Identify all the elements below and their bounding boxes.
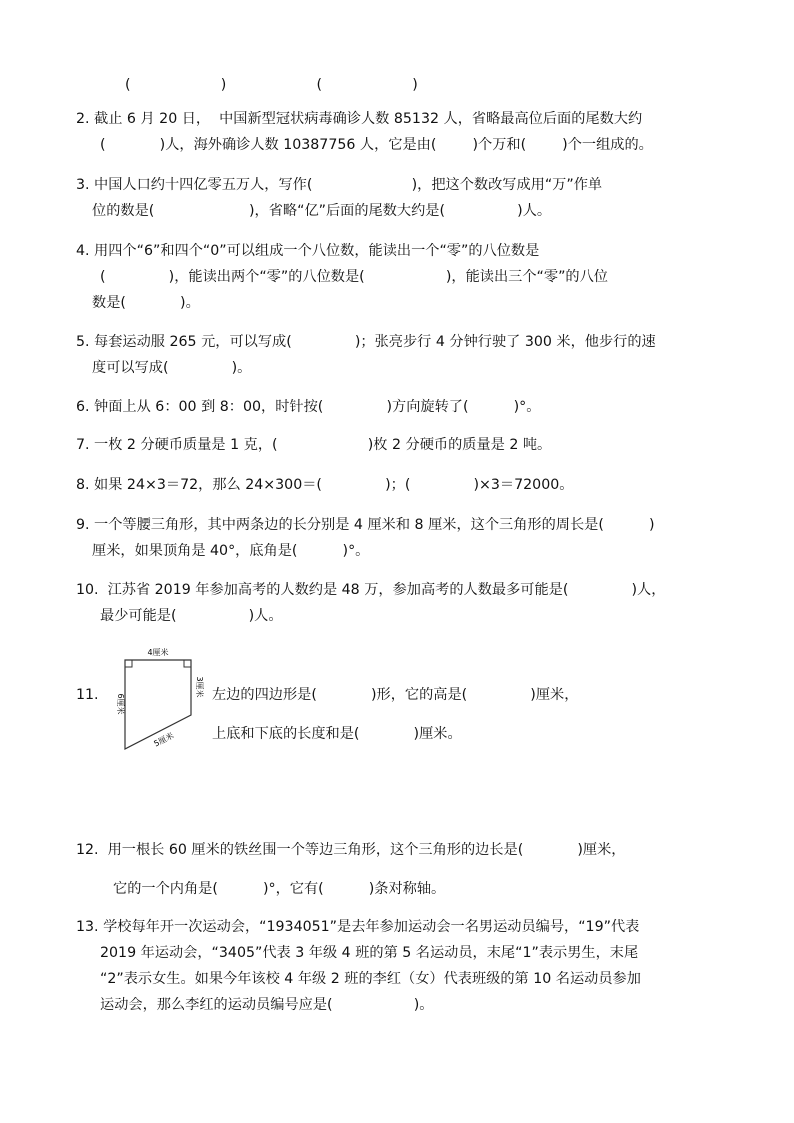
q2-line-2: ( )人，海外确诊人数 10387756 人，它是由( )个万和( )个一组成的。: [100, 137, 653, 153]
q6-line: 6. 钟面上从 6：00 到 8：00，时针按( )方向旋转了( )°。: [76, 399, 541, 415]
right-angle-mark-right: [184, 660, 191, 667]
quadrilateral-shape: [125, 660, 191, 749]
q11-number: 11.: [76, 687, 99, 703]
q13-line-4: 运动会，那么李红的运动员编号应是( )。: [100, 997, 434, 1013]
q11-quadrilateral-figure: [105, 643, 215, 758]
label-slant: 5厘米: [152, 730, 176, 749]
q11-line-2: 上底和下底的长度和是( )厘米。: [212, 726, 462, 742]
q11-line-1: 左边的四边形是( )形，它的高是( )厘米，: [212, 687, 579, 703]
q13-line-2: 2019 年运动会，“3405”代表 3 年级 4 班的第 5 名运动员，末尾“1”表示男生，末尾: [100, 945, 639, 961]
q4-line-3: 数是( )。: [92, 295, 200, 311]
label-top: 4厘米: [147, 648, 169, 657]
q12-line-2: 它的一个内角是( )°，它有( )条对称轴。: [113, 881, 446, 897]
q4-line-2: ( )，能读出两个“零”的八位数是( )，能读出三个“零”的八位: [100, 269, 608, 285]
label-left: 6厘米: [116, 693, 125, 715]
q8-line: 8. 如果 24×3＝72，那么 24×300＝( )；( )×3＝72000。: [76, 477, 574, 493]
q4-line-1: 4. 用四个“6”和四个“0”可以组成一个八位数，能读出一个“零”的八位数是: [76, 243, 540, 259]
q1-answer-blanks: ( ) ( ): [125, 77, 418, 93]
q7-line: 7. 一枚 2 分硬币质量是 1 克，( )枚 2 分硬币的质量是 2 吨。: [76, 437, 552, 453]
q13-line-1: 13. 学校每年开一次运动会，“1934051”是去年参加运动会一名男运动员编号，“19”代表: [76, 919, 640, 935]
right-angle-mark-left: [125, 660, 132, 667]
q9-line-1: 9. 一个等腰三角形，其中两条边的长分别是 4 厘米和 8 厘米，这个三角形的周长是( ): [76, 517, 655, 533]
q5-line-2: 度可以写成( )。: [92, 360, 252, 376]
label-right: 3厘米: [195, 676, 204, 698]
q2-line-1: 2. 截止 6 月 20 日， 中国新型冠状病毒确诊人数 85132 人，省略最高位后面的尾数大约: [76, 111, 643, 127]
q10-line-2: 最少可能是( )人。: [100, 608, 283, 624]
q12-line-1: 12. 用一根长 60 厘米的铁丝围一个等边三角形，这个三角形的边长是( )厘米，: [76, 842, 626, 858]
q3-line-2: 位的数是( )，省略“亿”后面的尾数大约是( )人。: [92, 203, 552, 219]
q9-line-2: 厘米，如果顶角是 40°，底角是( )°。: [92, 543, 370, 559]
q10-line-1: 10. 江苏省 2019 年参加高考的人数约是 48 万，参加高考的人数最多可能是( )人，: [76, 582, 666, 598]
q5-line-1: 5. 每套运动服 265 元，可以写成( )；张亮步行 4 分钟行驶了 300 米，他步行的速: [76, 334, 656, 350]
q13-line-3: “2”表示女生。如果今年该校 4 年级 2 班的李红（女）代表班级的第 10 名运动员参加: [100, 971, 641, 987]
q3-line-1: 3. 中国人口约十四亿零五万人，写作( )，把这个数改写成用“万”作单: [76, 177, 603, 193]
